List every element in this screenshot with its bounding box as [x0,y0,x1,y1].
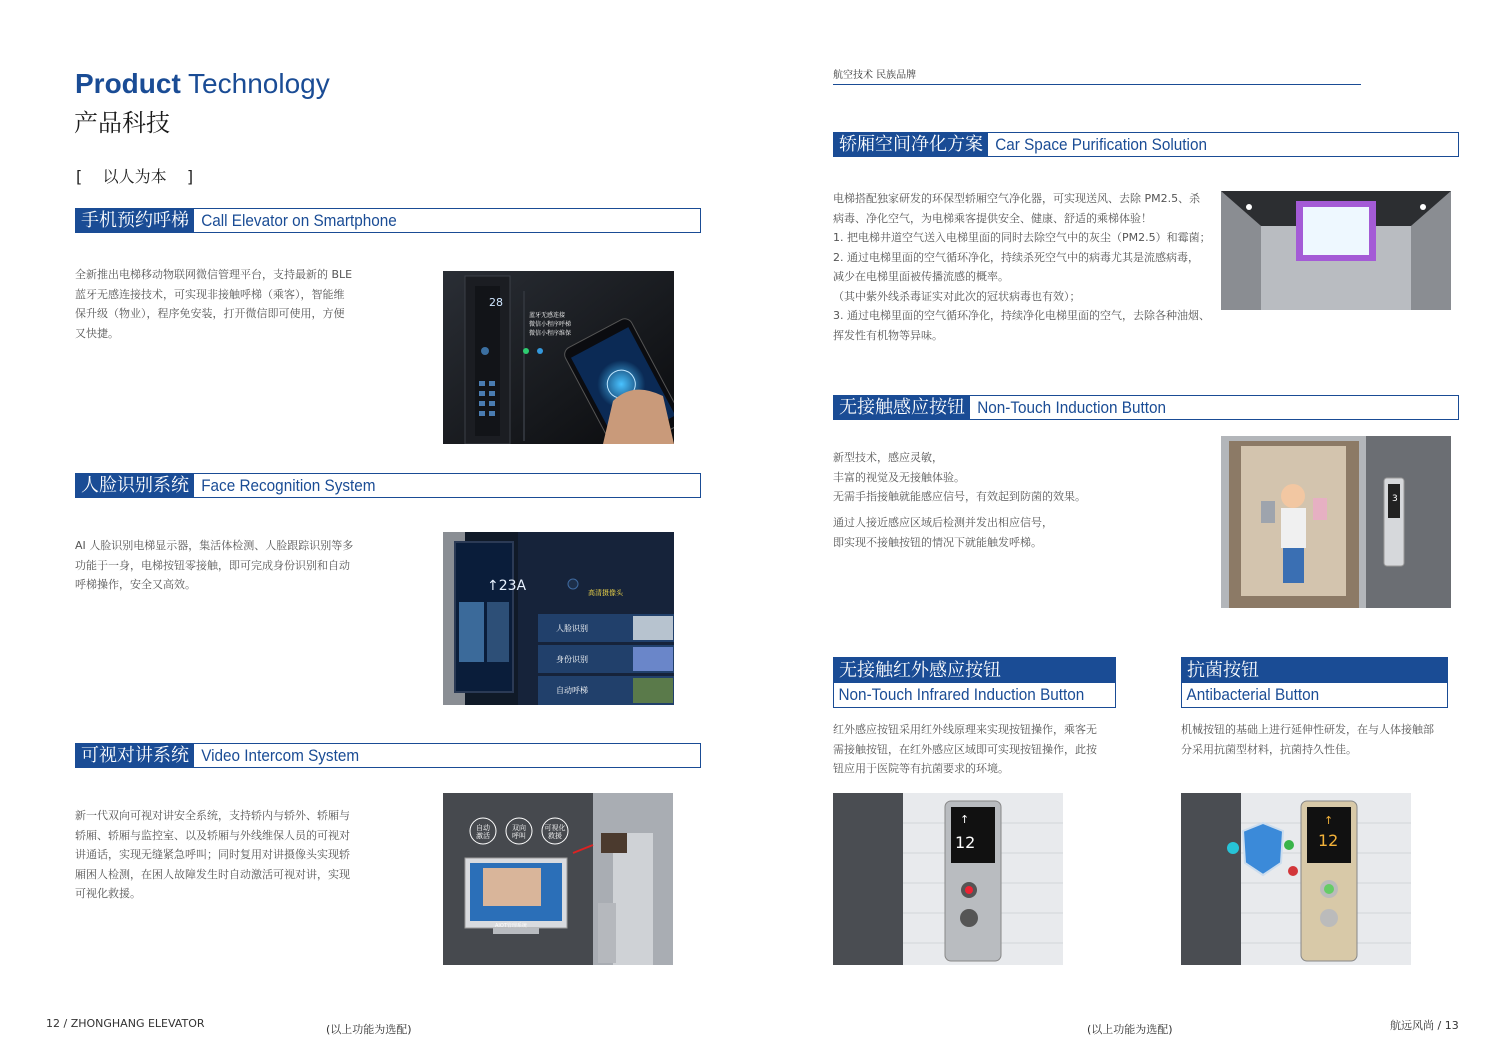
image-label: 可视化救援 [544,824,566,840]
section-title-cn: 抗菌按钮 [1182,658,1447,683]
section-header-video-intercom [75,743,701,768]
section-title-en: Car Space Purification Solution [995,135,1207,154]
page-title [75,68,330,100]
section-title-cn: 无接触感应按钮 [834,396,970,419]
section-header-antibacterial [1181,657,1448,708]
image-label: 微信小程序维保 [529,330,572,337]
image-label: 高清摄像头 [588,589,623,597]
title-bold: Product [75,68,181,99]
section-title-cn: 人脸识别系统 [76,474,194,497]
section-title-en: Non-Touch Infrared Induction Button [838,685,1085,704]
purification-image [1221,191,1451,310]
brand-line: 航空技术 民族品牌 [833,66,1361,85]
section-header-purification [833,132,1459,157]
display-floor: 12 [955,833,976,852]
non-touch-image [1221,436,1451,608]
image-label: 人脸识别 [556,624,588,633]
video-intercom-image [443,793,673,965]
section-text-purification: 电梯搭配独家研发的环保型轿厢空气净化器，可实现送风、去除 PM2.5、杀 病毒、净化空气，为电梯乘客提供安全、健康、舒适的乘梯体验！ 1. 把电梯井道空气送入电梯里面的同时去除空气中的灰尘（PM2.5）和霉菌； 2. 通过电梯里面的空气循环净化，持续杀死空气中的病毒尤其是流感病毒， 减少在电梯里面被传播流感的概率。 （其中紫外线杀毒证实对此次的冠状病毒也有效）； 3. 通过电梯里面的空气循环净化，持续净化电梯里面的空气，去除各种油烟、 挥发性有机物等异味。 [833,192,1211,342]
section-title-en: Video Intercom System [201,746,360,765]
section-title-cn: 无接触红外感应按钮 [834,658,1115,683]
image-label: 蓝牙无感连接 [529,312,566,319]
image-label: 自动激活 [476,824,490,840]
footer-page-right: 航远风尚 / 13 [1390,1019,1459,1032]
section-header-smartphone [75,208,701,233]
section-title-cn: 轿厢空间净化方案 [834,133,988,156]
antibacterial-image [1181,793,1411,965]
section-header-infrared [833,657,1116,708]
infrared-image [833,793,1063,965]
section-title-en: Antibacterial Button [1186,685,1320,704]
footer-page-left: 12 / ZHONGHANG ELEVATOR [46,1017,205,1030]
footer-note-right: (以上功能为选配) [1087,1023,1173,1036]
image-label: 身份识别 [556,655,588,664]
section-text-antibacterial: 机械按钮的基础上进行延伸性研发，在与人体接触部 分采用抗菌型材料，抗菌持久性佳。 [1181,723,1434,756]
display-arrow: ↑ [960,813,970,826]
section-text-face-recognition: AI 人脸识别电梯显示器，集活体检测、人脸跟踪识别等多 功能于一身，电梯按钮零接触，即可完成身份识别和自动 呼梯操作，安全又高效。 [75,539,354,591]
section-title-en: Call Elevator on Smartphone [201,211,397,230]
section-title-en: Non-Touch Induction Button [977,398,1167,417]
face-recognition-image [443,532,674,705]
section-text-infrared: 红外感应按钮采用红外线原理来实现按钮操作，乘客无 需接触按钮，在红外感应区域即可实现按钮操作，此按 钮应用于医院等有抗菌要求的环境。 [833,723,1097,775]
image-label: 自动呼梯 [556,686,588,695]
floor-number: 28 [489,296,503,309]
section-text-non-touch-2: 通过人接近感应区域后检测并发出相应信号， 即实现不接触按钮的情况下就能触发呼梯。 [833,516,1053,549]
section-title-cn: 手机预约呼梯 [76,209,194,232]
section-header-non-touch [833,395,1459,420]
section-text-smartphone: 全新推出电梯移动物联网微信管理平台，支持最新的 BLE 蓝牙无感连接技术，可实现非接触呼梯（乘客），智能维 保升级（物业），程序免安装，打开微信即可使用，方便 又快捷。 [75,268,353,340]
panel-floor: 3 [1392,494,1398,504]
page-title-cn: 产品科技 [74,109,170,137]
section-text-video-intercom: 新一代双向可视对讲安全系统，支持轿内与轿外、轿厢与 轿厢、轿厢与监控室、以及轿厢与外线维保人员的可视对 讲通话，实现无缝紧急呼叫；同时复用对讲摄像头实现轿 厢困人检测，在困人故障发生时自动激活可视对讲，实现 可视化救援。 [75,809,350,900]
slogan: [ 以人为本 ] [76,167,194,186]
section-title-cn: 可视对讲系统 [76,744,194,767]
section-text-non-touch: 新型技术，感应灵敏， 丰富的视觉及无接触体验。 无需手指接触就能感应信号，有效起到防菌的效果。 [833,451,1086,503]
section-header-face-recognition [75,473,701,498]
image-label: 双向呼叫 [512,824,526,840]
display-floor: 12 [1318,831,1339,850]
section-title-en: Face Recognition System [201,476,376,495]
display-arrow: ↑ [1324,814,1334,827]
image-label: 微信小程序呼梯 [529,321,572,328]
footer-note-left: (以上功能为选配) [326,1023,412,1036]
smartphone-image [443,271,674,444]
image-label: AIOT管理系统 [495,923,527,929]
title-light: Technology [180,68,330,99]
floor-display: ↑23A [487,578,527,594]
